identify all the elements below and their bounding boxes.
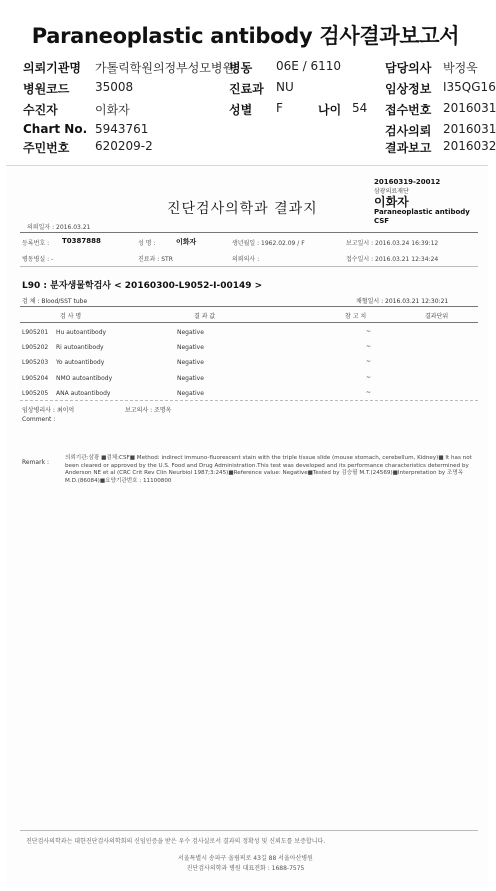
divider — [20, 400, 478, 401]
row-code: L905202 — [22, 344, 49, 351]
request-date: 의뢰일자 : 2016.03.21 — [27, 224, 91, 231]
footer-address: 서울특별시 송파구 올림픽로 43길 88 서울아산병원 — [178, 855, 313, 862]
row-test-name: Ri autoantibody — [56, 344, 104, 351]
stamp-org: 삼광의료재단 — [374, 188, 409, 195]
section-title: L90 : 분자생물학검사 < 20160300-L9052-I-00149 > — [22, 281, 263, 291]
row-result: Negative — [177, 390, 204, 397]
row-code: L905205 — [22, 390, 49, 397]
sheet-title: 진단검사의학과 결과지 — [167, 201, 318, 217]
receipt-number-label: 접수번호 — [385, 103, 432, 117]
stamp-number: 20160319-20012 — [374, 178, 441, 186]
divider — [20, 322, 478, 323]
receipt-number-value: 2016031 — [443, 101, 496, 115]
doctor-label: 담당의사 — [385, 61, 432, 75]
divider — [20, 266, 478, 267]
department-value: NU — [276, 80, 294, 94]
clinical-info-label: 임상정보 — [385, 82, 432, 96]
row-result: Negative — [177, 359, 204, 366]
row-test-name: NMO autoantibody — [56, 375, 113, 382]
lab-result-sheet — [6, 165, 488, 888]
resident-number-value: 620209-2 — [95, 139, 153, 153]
sex-value: F — [276, 101, 283, 115]
age-label: 나이 — [318, 103, 342, 117]
patient-value: 이화자 — [95, 103, 130, 117]
ward-value: 06E / 6110 — [276, 59, 342, 73]
referring-doctor: 의뢰의사 : — [232, 256, 260, 263]
hospital-name-value: 가톨릭학원의정부성모병원 — [95, 61, 235, 75]
report-date-label: 결과보고 — [385, 141, 432, 155]
hospital-code-value: 35008 — [95, 80, 134, 94]
report-date-value: 2016032 — [443, 139, 496, 153]
registration-label: 등록번호 : — [22, 240, 50, 247]
footer-phone: 진단검사의학과 병원 대표전화 : 1688-7575 — [186, 865, 305, 872]
stamp-test-name: Paraneoplastic antibody — [374, 208, 470, 216]
clinical-info-value: I35QG16 — [443, 80, 496, 94]
resident-number-label: 주민번호 — [23, 141, 70, 155]
sex-label: 성별 — [229, 103, 253, 117]
request-date-value: 2016031 — [443, 122, 496, 136]
footer-certification: 진단검사의학과는 대한진단검사의학회의 신임인증을 받은 우수 검사실로서 결과의 정확성 및 신뢰도를 보증합니다. — [26, 838, 326, 845]
department-label: 진료과 — [229, 82, 264, 96]
registration-value: T0387888 — [62, 237, 101, 245]
ward-room: 병동병실 : - — [22, 256, 54, 263]
row-code: L905203 — [22, 359, 49, 366]
request-date-label: 검사의뢰 — [385, 124, 432, 138]
patient-label: 수진자 — [23, 103, 58, 117]
ward-label: 병동 — [229, 61, 253, 75]
birth-date: 생년월일 : 1962.02.09 / F — [232, 240, 305, 247]
col-reference: 참 고 치 — [345, 313, 367, 320]
specimen-type: 검 체 : Blood/SST tube — [22, 298, 88, 305]
department: 진료과 : STR — [138, 256, 173, 263]
hospital-code-label: 병원코드 — [23, 82, 70, 96]
row-result: Negative — [177, 344, 204, 351]
row-reference: ~ — [366, 343, 372, 350]
divider — [20, 232, 478, 233]
chart-number-value: 5943761 — [95, 122, 149, 136]
row-reference: ~ — [366, 374, 372, 381]
received-datetime: 접수일시 : 2016.03.21 12:34:24 — [346, 256, 439, 263]
col-result: 결 과 값 — [194, 313, 216, 320]
stamp-patient-name: 이화자 — [374, 195, 409, 209]
comment-label: Comment : — [22, 416, 56, 423]
doctor-value: 박정욱 — [443, 61, 478, 75]
row-code: L905204 — [22, 375, 49, 382]
row-reference: ~ — [366, 389, 372, 396]
row-result: Negative — [177, 329, 204, 336]
reporting-doctor: 보고의사 : 조명옥 — [125, 407, 172, 414]
row-reference: ~ — [366, 358, 372, 365]
divider — [20, 830, 478, 831]
report-title: Paraneoplastic antibody 검사결과보고서 — [31, 24, 460, 48]
col-test-name: 검 사 명 — [60, 313, 82, 320]
divider — [20, 306, 478, 307]
col-unit: 결과단위 — [425, 313, 449, 320]
row-test-name: Hu autoantibody — [56, 329, 107, 336]
row-test-name: Yo autoantibody — [56, 359, 105, 366]
row-reference: ~ — [366, 328, 372, 335]
row-code: L905201 — [22, 329, 49, 336]
row-test-name: ANA autoantibody — [56, 390, 111, 397]
age-value: 54 — [352, 101, 368, 115]
hospital-name-label: 의뢰기관명 — [23, 61, 81, 75]
remark-label: Remark : — [22, 459, 49, 466]
name-label: 성 명 : — [138, 240, 156, 247]
collection-datetime: 채혈일시 : 2016.03.21 12:30:21 — [356, 298, 449, 305]
report-datetime: 보고일시 : 2016.03.24 16:39:12 — [346, 240, 439, 247]
chart-number-label: Chart No. — [23, 122, 88, 136]
remark-text: 의뢰기관:삼광 ■검체:CSF■ Method: indirect immuno-fluorescent stain with the triple tissue slide (mouse stomach, cerebellum, Kidney)■ It has not been cleared or approved by the U.S. Food and Drug Administration.This test was developed and its performance characteristics determined by Anderson NE et al (CRC Crit Rev Clin Neurbiol 1987;3:245)■Reference value: Negative■Tested by 김승필 M.T.(24569)■Interpretation by 조명옥 M.D.(86084)■요양기관번호 : 11100800 — [65, 455, 472, 484]
row-result: Negative — [177, 375, 204, 382]
stamp-specimen: CSF — [374, 217, 390, 225]
name-value: 이화자 — [176, 238, 197, 246]
clinical-pathologist: 임상병리사 : 최이억 — [22, 407, 75, 414]
